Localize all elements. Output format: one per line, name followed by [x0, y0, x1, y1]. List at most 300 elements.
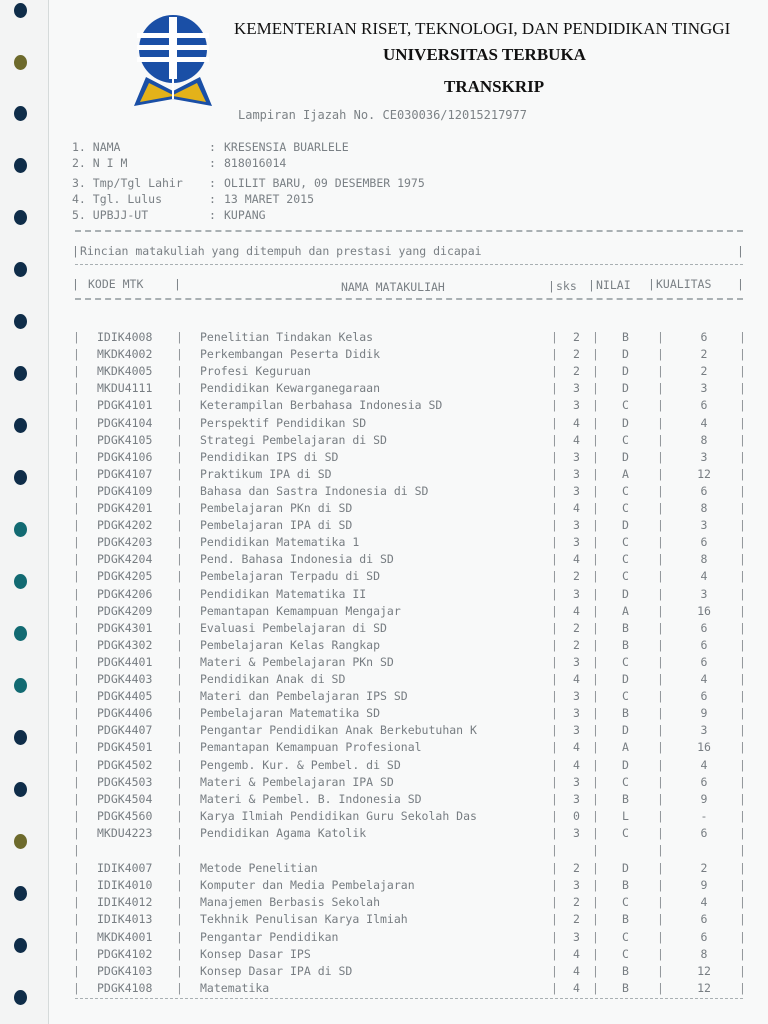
col-separator: |: [176, 398, 183, 413]
table-row: [0, 740, 768, 757]
col-separator: |: [176, 330, 183, 344]
cell-nilai: D: [622, 381, 629, 396]
cell-nilai: D: [622, 449, 629, 464]
cell-kualitas: 6: [700, 774, 708, 789]
col-separator: |: [657, 432, 664, 447]
col-separator: |: [592, 501, 599, 515]
cell-sks: 4: [573, 672, 580, 686]
cell-kualitas: 16: [697, 603, 711, 618]
cell-nilai: C: [622, 825, 629, 840]
cell-kualitas: 6: [700, 637, 708, 652]
col-separator: |: [551, 501, 558, 515]
binder-hole: [14, 262, 27, 277]
table-row: [0, 347, 768, 364]
cell-kualitas: 3: [700, 381, 708, 396]
table-row: [0, 895, 768, 912]
col-separator: |: [176, 774, 183, 789]
cell-nilai: D: [622, 861, 629, 876]
cell-kualitas: 6: [700, 912, 708, 927]
cell-sks: 4: [573, 980, 580, 995]
col-separator: |: [592, 586, 599, 601]
cell-nama: Pendidikan Matematika 1: [200, 535, 360, 550]
col-separator: |: [657, 364, 664, 379]
col-separator: |: [592, 381, 599, 396]
cell-sks: 4: [573, 432, 580, 447]
student-upbjj: KUPANG: [224, 208, 266, 222]
document-title: TRANSKRIP: [444, 77, 545, 96]
col-separator: |: [739, 449, 746, 464]
cell-kualitas: 6: [700, 654, 708, 669]
col-separator: |: [551, 774, 558, 789]
col-separator: |: [592, 449, 599, 464]
cell-sks: 3: [573, 791, 580, 806]
col-separator: |: [551, 963, 558, 978]
university-name: UNIVERSITAS TERBUKA: [383, 45, 586, 64]
header-nilai: NILAI: [596, 278, 631, 292]
cell-kode: PDGK4101: [97, 398, 153, 413]
cell-nilai: C: [622, 946, 629, 961]
col-separator: |: [176, 843, 183, 857]
cell-kualitas: 12: [697, 466, 711, 481]
table-row: [0, 912, 768, 929]
ut-logo: [132, 11, 214, 111]
cell-nilai: A: [622, 740, 629, 755]
col-separator: |: [551, 895, 558, 910]
cell-kode: PDGK4209: [97, 603, 153, 618]
col-separator: |: [176, 654, 183, 669]
col-separator: |: [739, 432, 746, 447]
cell-nama: Pend. Bahasa Indonesia di SD: [200, 552, 394, 567]
col-separator: |: [73, 774, 80, 789]
cell-kode: MKDU4223: [97, 825, 153, 840]
col-separator: |: [73, 929, 80, 944]
cell-nilai: D: [622, 672, 629, 686]
table-row: [0, 518, 768, 535]
cell-kode: PDGK4205: [97, 569, 153, 584]
col-separator: |: [739, 535, 746, 550]
col-separator: |: [176, 603, 183, 618]
col-separator: |: [592, 878, 599, 893]
cell-nama: Pendidikan Matematika II: [200, 586, 367, 601]
col-separator: |: [176, 895, 183, 910]
cell-sks: 3: [573, 929, 580, 944]
col-separator: |: [592, 569, 599, 584]
table-row: [0, 450, 768, 467]
col-separator: |: [739, 620, 746, 635]
cell-nama: Pengemb. Kur. & Pembel. di SD: [200, 757, 401, 772]
col-separator: |: [657, 980, 664, 995]
col-separator: |: [73, 432, 80, 447]
col-separator: |: [73, 672, 80, 686]
cell-kualitas: 3: [700, 723, 708, 738]
col-separator: |: [592, 672, 599, 686]
col-separator: |: [739, 381, 746, 396]
col-separator: |: [551, 723, 558, 738]
cell-kode: IDIK4010: [97, 878, 153, 893]
cell-nilai: B: [622, 791, 629, 806]
col-separator: |: [739, 603, 746, 618]
cell-kualitas: 6: [700, 620, 708, 635]
cell-kode: PDGK4105: [97, 432, 153, 447]
cell-sks: 4: [573, 415, 580, 430]
col-separator: |: [551, 689, 558, 704]
cell-kode: IDIK4007: [97, 861, 153, 876]
cell-kualitas: 6: [700, 330, 708, 344]
col-separator: |: [592, 791, 599, 806]
col-separator: |: [592, 552, 599, 567]
col-separator: |: [551, 586, 558, 601]
col-separator: |: [592, 483, 599, 498]
cell-nama: Karya Ilmiah Pendidikan Guru Sekolah Das: [200, 808, 477, 823]
cell-sks: 3: [573, 706, 580, 721]
cell-kode: PDGK4202: [97, 518, 153, 533]
cell-kode: PDGK4560: [97, 808, 153, 823]
col-separator: |: [551, 449, 558, 464]
col-separator: |: [551, 637, 558, 652]
col-separator: |: [739, 946, 746, 961]
cell-kode: MKDU4111: [97, 381, 153, 396]
cell-nama: Metode Penelitian: [200, 861, 318, 876]
col-separator: |: [657, 535, 664, 550]
col-separator: |: [176, 723, 183, 738]
cell-nilai: D: [622, 415, 629, 430]
cell-kode: PDGK4401: [97, 654, 153, 669]
col-separator: |: [73, 569, 80, 584]
cell-nama: Pendidikan Agama Katolik: [200, 825, 367, 840]
col-separator: |: [739, 347, 746, 362]
col-separator: |: [592, 620, 599, 635]
col-separator: |: [739, 895, 746, 910]
col-separator: |: [657, 620, 664, 635]
col-separator: |: [739, 415, 746, 430]
col-separator: |: [592, 398, 599, 413]
col-separator: |: [592, 861, 599, 876]
cell-sks: 4: [573, 757, 580, 772]
cell-kode: PDGK4405: [97, 689, 153, 704]
col-separator: |: [657, 672, 664, 686]
cell-nilai: C: [622, 895, 629, 910]
col-separator: |: [73, 398, 80, 413]
cell-kode: PDGK4406: [97, 706, 153, 721]
table-row: [0, 964, 768, 981]
cell-kode: PDGK4102: [97, 946, 153, 961]
cell-kode: PDGK4203: [97, 535, 153, 550]
col-separator: |: [657, 861, 664, 876]
table-row: [0, 381, 768, 398]
table-row: [0, 861, 768, 878]
col-separator: |: [73, 706, 80, 721]
cell-nama: Pengantar Pendidikan: [200, 929, 339, 944]
table-row: [0, 587, 768, 604]
cell-sks: 0: [573, 808, 580, 823]
col-separator: |: [73, 878, 80, 893]
student-nim: 818016014: [224, 156, 287, 170]
cell-sks: 4: [573, 552, 580, 567]
cell-kode: IDIK4012: [97, 895, 153, 910]
col-separator: |: [592, 808, 599, 823]
col-separator: |: [176, 825, 183, 840]
col-separator: |: [176, 878, 183, 893]
col-separator: |: [551, 466, 558, 481]
col-separator: |: [551, 347, 558, 362]
col-separator: |: [551, 654, 558, 669]
cell-nama: Pendidikan Kewarganegaraan: [200, 381, 381, 396]
separator-line: [75, 298, 743, 300]
cell-nilai: D: [622, 518, 629, 533]
col-separator: |: [176, 364, 183, 379]
col-separator: |: [592, 723, 599, 738]
col-separator: |: [176, 432, 183, 447]
cell-sks: 2: [573, 895, 580, 910]
cell-nama: Materi & Pembelajaran IPA SD: [200, 774, 394, 789]
cell-nilai: B: [622, 330, 629, 344]
col-separator: |: [73, 364, 80, 379]
cell-sks: 2: [573, 347, 580, 362]
cell-nama: Manajemen Berbasis Sekolah: [200, 895, 381, 910]
col-separator: |: [592, 963, 599, 978]
table-row: [0, 569, 768, 586]
col-separator: |: [657, 689, 664, 704]
table-row: [0, 930, 768, 947]
cell-kode: MKDK4002: [97, 347, 153, 362]
cell-nilai: D: [622, 757, 629, 772]
cell-kualitas: 9: [700, 706, 708, 721]
separator-line: [75, 264, 743, 265]
col-separator: |: [592, 689, 599, 704]
cell-nilai: C: [622, 929, 629, 944]
cell-kualitas: 3: [700, 449, 708, 464]
col-separator: |: [739, 843, 746, 857]
col-separator: |: [657, 330, 664, 344]
cell-nilai: C: [622, 689, 629, 704]
cell-kualitas: -: [700, 808, 708, 823]
cell-sks: 3: [573, 654, 580, 669]
col-separator: |: [551, 929, 558, 944]
table-row: [0, 501, 768, 518]
col-separator: |: [657, 946, 664, 961]
cell-sks: 3: [573, 689, 580, 704]
col-separator: |: [739, 466, 746, 481]
cell-nama: Pembelajaran Matematika SD: [200, 706, 381, 721]
info-label: 4. Tgl. Lulus: [72, 192, 163, 206]
col-separator: |: [73, 483, 80, 498]
cell-nama: Materi & Pembel. B. Indonesia SD: [200, 791, 422, 806]
col-separator: |: [592, 843, 599, 857]
col-separator: |: [739, 586, 746, 601]
col-separator: |: [739, 689, 746, 704]
col-separator: |: [176, 740, 183, 755]
cell-kualitas: 4: [700, 415, 708, 430]
cell-kualitas: 6: [700, 825, 708, 840]
cell-kualitas: 9: [700, 878, 708, 893]
cell-nilai: B: [622, 620, 629, 635]
col-separator: |: [657, 501, 664, 515]
col-separator: |: [551, 791, 558, 806]
cell-nama: Praktikum IPA di SD: [200, 466, 332, 481]
cell-sks: 4: [573, 946, 580, 961]
col-separator: |: [592, 603, 599, 618]
binder-hole: [14, 3, 27, 18]
header-kualitas: KUALITAS: [656, 277, 712, 291]
col-separator: |: [176, 483, 183, 498]
col-separator: |: [739, 723, 746, 738]
col-separator: |: [73, 449, 80, 464]
col-separator: |: [739, 912, 746, 927]
cell-nilai: D: [622, 364, 629, 379]
cell-nama: Perkembangan Peserta Didik: [200, 347, 381, 362]
col-separator: |: [551, 672, 558, 686]
col-separator: |: [739, 791, 746, 806]
cell-kode: PDGK4108: [97, 980, 153, 995]
col-separator: |: [657, 569, 664, 584]
cell-nilai: B: [622, 878, 629, 893]
cell-kualitas: 6: [700, 483, 708, 498]
cell-kode: PDGK4504: [97, 791, 153, 806]
col-separator: |: [657, 757, 664, 772]
table-row: [0, 758, 768, 775]
col-separator: |: [739, 569, 746, 584]
col-separator: |: [657, 929, 664, 944]
info-label: 2. N I M: [72, 156, 128, 170]
cell-kualitas: 8: [700, 432, 708, 447]
table-row: [0, 638, 768, 655]
table-row: [0, 467, 768, 484]
col-separator: |: [739, 963, 746, 978]
col-separator: |: [73, 843, 80, 857]
col-separator: |: [73, 501, 80, 515]
col-separator: |: [739, 654, 746, 669]
col-separator: |: [592, 466, 599, 481]
binder-hole: [14, 210, 27, 225]
header-kode: KODE MTK: [88, 277, 144, 291]
col-separator: |: [657, 808, 664, 823]
col-separator: |: [592, 330, 599, 344]
cell-kualitas: 4: [700, 672, 708, 686]
cell-nama: Konsep Dasar IPS: [200, 946, 311, 961]
col-separator: |: [176, 518, 183, 533]
table-row: [0, 398, 768, 415]
info-label: 3. Tmp/Tgl Lahir: [72, 176, 183, 190]
col-separator: |: [551, 552, 558, 567]
cell-kualitas: 2: [700, 364, 708, 379]
cell-nilai: C: [622, 501, 629, 515]
col-separator: |: [657, 843, 664, 857]
cell-kode: MKDK4001: [97, 929, 153, 944]
col-separator: |: [551, 398, 558, 413]
col-separator: |: [657, 381, 664, 396]
separator-line: [75, 998, 743, 999]
col-separator: |: [551, 825, 558, 840]
cell-nama: Evaluasi Pembelajaran di SD: [200, 620, 387, 635]
col-separator: |: [657, 654, 664, 669]
col-separator: |: [739, 518, 746, 533]
col-separator: |: [739, 929, 746, 944]
col-separator: |: [551, 603, 558, 618]
separator-line: [75, 230, 743, 232]
cell-nilai: C: [622, 535, 629, 550]
cell-sks: 2: [573, 861, 580, 876]
col-separator: |: [739, 774, 746, 789]
col-separator: |: [73, 330, 80, 344]
col-separator: |: [657, 449, 664, 464]
table-caption: Rincian matakuliah yang ditempuh dan prestasi yang dicapai: [80, 244, 482, 258]
col-separator: |: [73, 381, 80, 396]
cell-sks: 2: [573, 330, 580, 344]
cell-nama: Pembelajaran IPA di SD: [200, 518, 353, 533]
col-separator: |: [657, 398, 664, 413]
col-separator: |: [176, 620, 183, 635]
col-separator: |: [592, 825, 599, 840]
cell-sks: 3: [573, 466, 580, 481]
col-separator: |: [551, 381, 558, 396]
cell-nama: Keterampilan Berbahasa Indonesia SD: [200, 398, 443, 413]
col-separator: |: [551, 740, 558, 755]
table-row: [0, 792, 768, 809]
col-separator: |: [551, 878, 558, 893]
col-separator: |: [176, 347, 183, 362]
col-separator: |: [657, 791, 664, 806]
col-separator: |: [551, 364, 558, 379]
cell-nilai: B: [622, 980, 629, 995]
table-row: [0, 364, 768, 381]
col-separator: |: [551, 861, 558, 876]
col-separator: |: [657, 723, 664, 738]
cell-nilai: B: [622, 706, 629, 721]
cell-nilai: L: [622, 808, 629, 823]
col-separator: |: [657, 466, 664, 481]
col-separator: |: [73, 347, 80, 362]
col-separator: |: [657, 586, 664, 601]
col-separator: |: [657, 483, 664, 498]
cell-nama: Pengantar Pendidikan Anak Berkebutuhan K: [200, 723, 477, 738]
col-separator: |: [592, 980, 599, 995]
table-row: [0, 330, 768, 347]
col-separator: |: [73, 552, 80, 567]
cell-kualitas: 12: [697, 963, 711, 978]
col-separator: |: [592, 518, 599, 533]
col-separator: |: [657, 637, 664, 652]
col-separator: |: [739, 637, 746, 652]
cell-kode: PDGK4403: [97, 672, 153, 686]
col-separator: |: [739, 398, 746, 413]
binder-hole: [14, 55, 27, 70]
table-row: [0, 672, 768, 689]
cell-nilai: B: [622, 637, 629, 652]
col-separator: |: [551, 415, 558, 430]
cell-nama: Matematika: [200, 980, 270, 995]
col-separator: |: [176, 912, 183, 927]
cell-nilai: C: [622, 569, 629, 584]
cell-nama: Komputer dan Media Pembelajaran: [200, 878, 415, 893]
cell-kode: PDGK4204: [97, 552, 153, 567]
cell-kualitas: 8: [700, 946, 708, 961]
cell-nama: Pembelajaran PKn di SD: [200, 501, 353, 515]
cell-sks: 2: [573, 569, 580, 584]
cell-kualitas: 12: [697, 980, 711, 995]
cell-kode: IDIK4013: [97, 912, 153, 927]
col-separator: |: [176, 569, 183, 584]
cell-kode: PDGK4107: [97, 466, 153, 481]
cell-kode: PDGK4502: [97, 757, 153, 772]
col-separator: |: [73, 861, 80, 876]
col-separator: |: [176, 791, 183, 806]
col-separator: |: [73, 415, 80, 430]
col-separator: |: [592, 364, 599, 379]
col-separator: |: [73, 586, 80, 601]
col-separator: |: [176, 980, 183, 995]
col-separator: |: [739, 483, 746, 498]
info-label: 5. UPBJJ-UT: [72, 208, 149, 222]
